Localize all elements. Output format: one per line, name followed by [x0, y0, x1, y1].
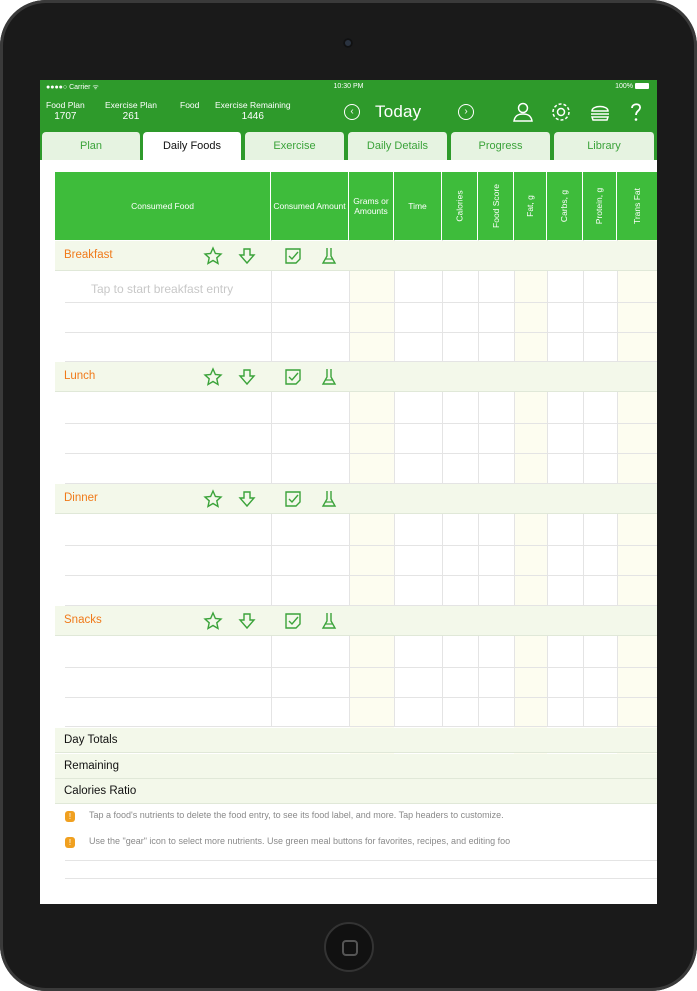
recipe-flask-icon[interactable]: [319, 367, 339, 387]
row-divider: [65, 667, 657, 668]
meal-label-lunch: Lunch: [64, 370, 96, 382]
exercise-remaining-value: 1446: [241, 111, 264, 122]
home-button[interactable]: [324, 922, 374, 972]
carrier-label: Carrier: [69, 84, 91, 91]
meal-row-breakfast[interactable]: [55, 241, 657, 271]
food-burger-icon[interactable]: [588, 100, 612, 124]
day-totals-row[interactable]: [55, 728, 657, 753]
edit-note-icon[interactable]: [283, 367, 303, 387]
food-label: Food: [180, 100, 200, 110]
wifi-icon: ᯤ: [90, 84, 99, 91]
profile-icon[interactable]: [511, 100, 535, 124]
row-divider: [65, 302, 657, 303]
header-food-score[interactable]: [478, 172, 514, 240]
food-plan-value: 1707: [54, 111, 77, 122]
row-divider: [65, 332, 657, 333]
food-plan-stat[interactable]: [46, 100, 85, 122]
status-time: 10:30 PM: [333, 83, 364, 90]
breakfast-entry-hint[interactable]: Tap to start breakfast entry: [91, 282, 234, 296]
row-divider: [65, 545, 657, 546]
app-screen: [40, 80, 657, 904]
calories-ratio-row[interactable]: [55, 779, 657, 804]
star-icon[interactable]: [203, 367, 223, 387]
header-trans-fat[interactable]: [617, 172, 657, 240]
meal-label-dinner: Dinner: [64, 492, 98, 504]
header-time[interactable]: Time: [394, 172, 442, 240]
recipe-flask-icon[interactable]: [319, 246, 339, 266]
header-grams-or-amounts[interactable]: Grams or Amounts: [349, 172, 394, 240]
next-day-button[interactable]: [458, 104, 474, 120]
header-carbs[interactable]: [547, 172, 583, 240]
star-icon[interactable]: [203, 611, 223, 631]
tip-text: Use the "gear" icon to select more nutrients. Use green meal buttons for favorites, recipes, and editing foo: [89, 836, 511, 846]
remaining-row[interactable]: [55, 754, 657, 779]
header-carbs-label: Carbs, g: [559, 189, 570, 223]
download-arrow-icon[interactable]: [237, 489, 257, 509]
row-divider: [65, 423, 657, 424]
tip-delete-food: [65, 810, 657, 822]
header-trans-fat-label: Trans Fat: [632, 187, 642, 225]
star-icon[interactable]: [203, 489, 223, 509]
battery-icon: [635, 83, 649, 89]
exercise-plan-label: Exercise Plan: [105, 100, 157, 110]
exercise-plan-value: 261: [122, 111, 140, 122]
download-arrow-icon[interactable]: [237, 246, 257, 266]
tab-bar: [40, 130, 657, 160]
edit-note-icon[interactable]: [283, 611, 303, 631]
chevron-left-icon: ‹: [350, 106, 354, 117]
header-calories-label: Calories: [454, 190, 465, 222]
tab-daily-details[interactable]: Daily Details: [348, 132, 448, 160]
tab-progress[interactable]: Progress: [451, 132, 551, 160]
tip-text: Tap a food's nutrients to delete the food entry, to see its food label, and more. Tap headers to customize.: [89, 810, 504, 820]
exercise-remaining-label: Exercise Remaining: [215, 100, 291, 110]
info-icon: !: [65, 811, 75, 822]
header-protein[interactable]: [583, 172, 617, 240]
exercise-plan-stat[interactable]: [105, 100, 157, 122]
header-protein-label: Protein, g: [594, 187, 605, 225]
header-consumed-food[interactable]: Consumed Food: [55, 172, 271, 240]
meal-label-snacks: Snacks: [64, 614, 102, 626]
row-divider: [65, 575, 657, 576]
battery-percent: 100%: [615, 83, 633, 90]
tab-plan[interactable]: Plan: [42, 132, 141, 160]
food-plan-label: Food Plan: [46, 100, 85, 110]
tab-library[interactable]: Library: [554, 132, 655, 160]
recipe-flask-icon[interactable]: [319, 489, 339, 509]
food-stat[interactable]: [180, 100, 199, 111]
row-divider: [65, 453, 657, 454]
recipe-flask-icon[interactable]: [319, 611, 339, 631]
remaining-label: Remaining: [64, 760, 119, 772]
day-totals-label: Day Totals: [64, 734, 118, 746]
tip-gear-icon: [65, 836, 657, 848]
signal-icon: ●●●●○: [46, 84, 70, 91]
column-header-row: [55, 172, 657, 240]
tab-daily-foods[interactable]: Daily Foods: [143, 132, 242, 160]
edit-note-icon[interactable]: [283, 246, 303, 266]
camera-icon: [343, 38, 353, 48]
row-divider: [65, 878, 657, 879]
row-divider: [65, 697, 657, 698]
status-bar: [40, 80, 657, 94]
header-fat[interactable]: [514, 172, 547, 240]
meal-row-lunch[interactable]: [55, 362, 657, 392]
edit-note-icon[interactable]: [283, 489, 303, 509]
exercise-remaining-stat[interactable]: [215, 100, 291, 122]
app-header: [40, 80, 657, 130]
download-arrow-icon[interactable]: [237, 367, 257, 387]
tab-exercise[interactable]: Exercise: [245, 132, 345, 160]
gear-icon[interactable]: [549, 100, 573, 124]
header-calories[interactable]: [442, 172, 478, 240]
meal-row-snacks[interactable]: [55, 606, 657, 636]
header-food-score-label: Food Score: [490, 184, 501, 228]
header-consumed-amount[interactable]: Consumed Amount: [271, 172, 349, 240]
daily-foods-grid: [55, 172, 657, 892]
star-icon[interactable]: [203, 246, 223, 266]
header-fat-label: Fat, g: [524, 195, 535, 217]
info-icon: !: [65, 837, 75, 848]
home-square-icon: [342, 940, 358, 956]
calories-ratio-label: Calories Ratio: [64, 785, 137, 797]
meal-label-breakfast: Breakfast: [64, 249, 113, 261]
chevron-right-icon: ›: [464, 106, 468, 117]
page-title: Today: [375, 102, 422, 121]
row-divider: [65, 860, 657, 861]
download-arrow-icon[interactable]: [237, 611, 257, 631]
row-divider: [65, 726, 657, 727]
meal-row-dinner[interactable]: [55, 484, 657, 514]
previous-day-button[interactable]: [344, 104, 360, 120]
help-icon[interactable]: [624, 100, 648, 124]
battery-status: [615, 83, 649, 90]
